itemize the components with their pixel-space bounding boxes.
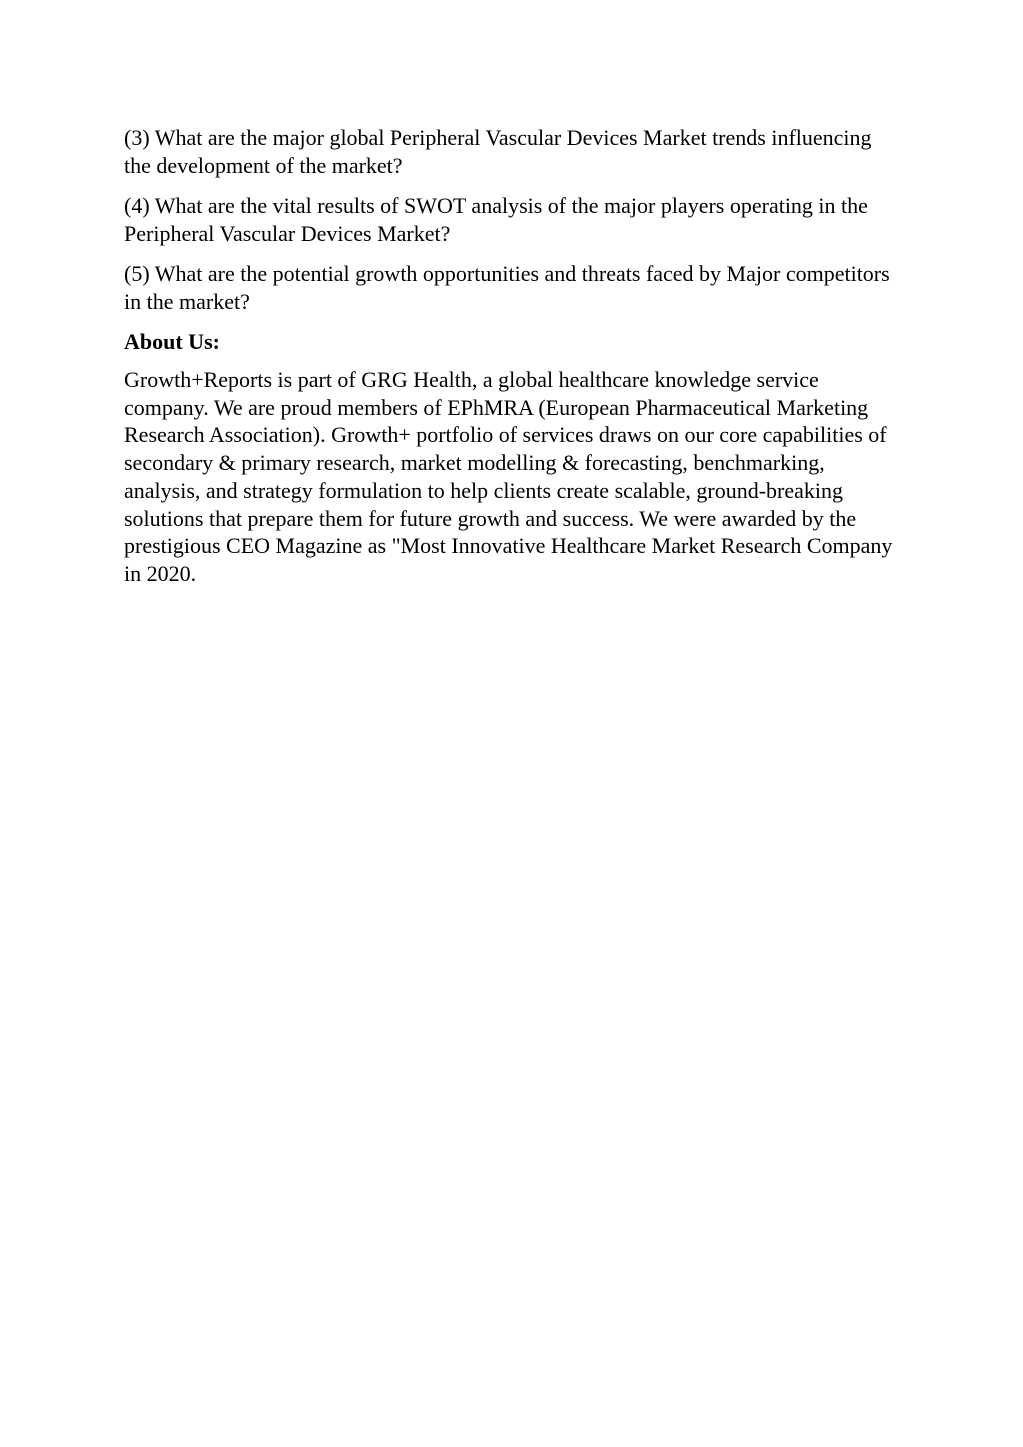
question-4: (4) What are the vital results of SWOT analysis of the major players operating in the Peripheral Vascular Devices Market?: [124, 193, 868, 246]
question-3: (3) What are the major global Peripheral Vascular Devices Market trends influencing the development of the market?: [124, 125, 872, 178]
about-us-heading: About Us:: [124, 329, 220, 354]
document-page: [124, 124, 894, 588]
question-5: (5) What are the potential growth opportunities and threats faced by Major competitors in the market?: [124, 261, 890, 314]
about-us-body: Growth+Reports is part of GRG Health, a global healthcare knowledge service company. We are proud members of EPhMRA (European Pharmaceutical Marketing Research Association). Growth+ portfolio of services draws on our core capabilities of secondary & primary research, market modelling & forecasting, benchmarking, analysis, and strategy formulation to help clients create scalable, ground-breaking solutions that prepare them for future growth and success. We were awarded by the prestigious CEO Magazine as "Most Innovative Healthcare Market Research Company in 2020.: [124, 367, 893, 586]
